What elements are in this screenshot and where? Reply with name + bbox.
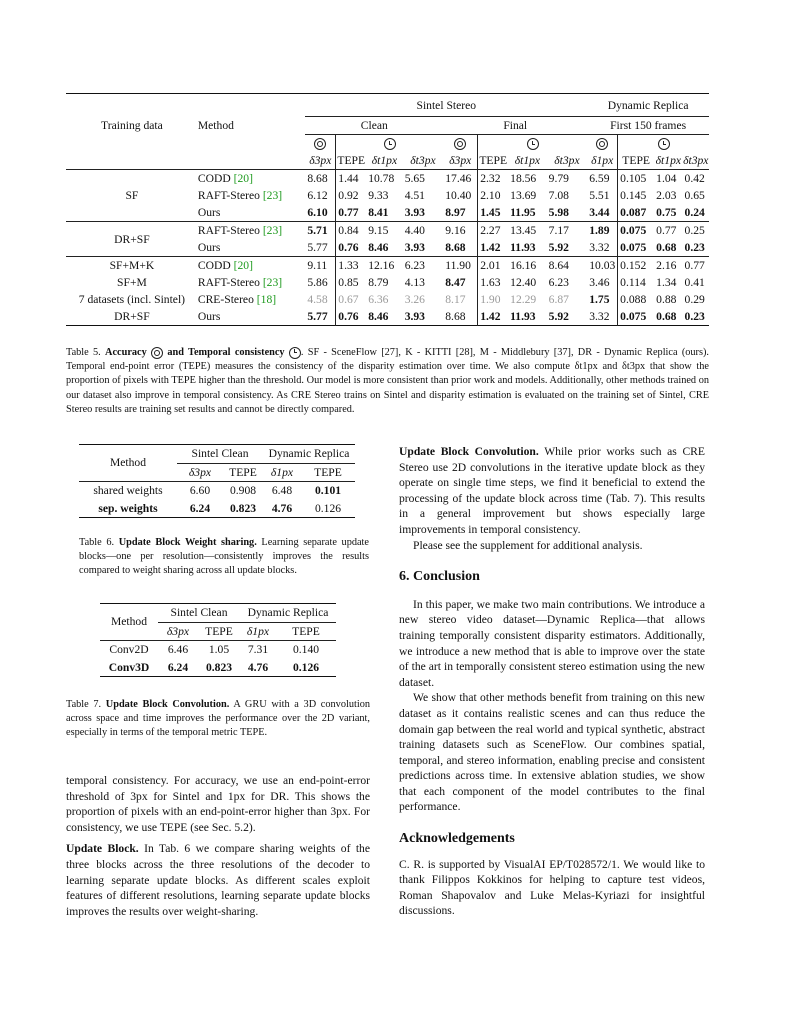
table-cell: 3.26 bbox=[404, 293, 425, 306]
table-cell: 3.93 bbox=[404, 241, 425, 254]
method-label: Ours bbox=[197, 310, 221, 323]
method-name bbox=[198, 308, 306, 326]
table-cell: 0.152 bbox=[618, 257, 655, 275]
table-row bbox=[66, 222, 709, 240]
table-cell: 1.04 bbox=[656, 172, 677, 185]
table-cell: 0.65 bbox=[684, 189, 705, 202]
table-cell: 4.76 bbox=[247, 660, 269, 674]
table-cell: 3.44 bbox=[589, 206, 610, 219]
table-cell: 0.84 bbox=[336, 222, 366, 240]
metric-t3: δt3px bbox=[683, 154, 709, 167]
table-cell: 4.58 bbox=[307, 293, 328, 306]
table-cell: 0.075 bbox=[618, 222, 655, 240]
method-label: CRE-Stereo bbox=[197, 293, 254, 306]
metric-tepe: TEPE bbox=[198, 622, 240, 641]
caption-bold: Update Block Convolution. bbox=[105, 699, 230, 710]
table-cell: 0.76 bbox=[336, 308, 366, 326]
table-cell: 6.23 bbox=[404, 259, 425, 272]
table-cell: 11.90 bbox=[445, 259, 471, 272]
training-data: DR+SF bbox=[114, 310, 150, 323]
table-cell: 4.51 bbox=[404, 189, 425, 202]
section-heading: Acknowledgements bbox=[399, 831, 515, 847]
table-cell: 8.47 bbox=[445, 276, 466, 289]
table-cell: 10.03 bbox=[589, 259, 616, 272]
target-icon bbox=[596, 138, 608, 150]
table-cell: 8.68 bbox=[445, 241, 466, 254]
header-method: Method bbox=[110, 615, 148, 629]
metric-tepe: TEPE bbox=[618, 152, 655, 170]
table-cell: 0.77 bbox=[684, 259, 705, 272]
metric-t1: δt1px bbox=[371, 154, 398, 167]
table-cell: 5.92 bbox=[548, 310, 569, 323]
table-cell: 4.76 bbox=[271, 501, 293, 515]
paragraph: temporal consistency. For accuracy, we use an end-point-error threshold of 3px for Sintel and 1px for DR. This shows the proportion of pixels with an end-point-error higher than 3px. For consistency, we use TEPE (see Sec. 5.2). bbox=[66, 774, 370, 834]
paragraph: While prior works such as CRE Stereo use 2D convolutions in the iterative update block as they operate on single time steps, we find it beneficial to extend the processing of the update block across time (Tab. 7). This results in a general improvement but shows especially large improvements in temporal consistency. bbox=[399, 445, 705, 536]
table-cell: 1.44 bbox=[336, 170, 366, 188]
table-cell: 0.42 bbox=[684, 172, 705, 185]
method-label: CODD bbox=[197, 259, 231, 272]
table-cell: 0.29 bbox=[684, 293, 705, 306]
section-heading: 6. Conclusion bbox=[399, 569, 480, 585]
table-cell: 0.126 bbox=[292, 660, 320, 674]
metric-d1: δ1px bbox=[263, 463, 301, 482]
row-label: Conv3D bbox=[108, 660, 150, 674]
table-cell: 6.48 bbox=[271, 484, 293, 497]
header-dynamic-replica: Dynamic Replica bbox=[268, 447, 350, 460]
table-cell: 12.16 bbox=[368, 259, 395, 272]
table-cell: 12.29 bbox=[510, 293, 537, 306]
metric-tepe: TEPE bbox=[276, 622, 336, 641]
table-cell: 8.46 bbox=[368, 310, 389, 323]
table-cell: 9.11 bbox=[307, 259, 328, 272]
table-cell: 8.68 bbox=[307, 172, 328, 185]
metric-tepe: TEPE bbox=[478, 152, 508, 170]
citation[interactable]: [18] bbox=[256, 293, 277, 306]
citation[interactable]: [20] bbox=[233, 259, 253, 272]
method-name bbox=[198, 239, 306, 257]
table-cell: 9.15 bbox=[368, 224, 389, 237]
method-label: Ours bbox=[197, 206, 221, 219]
table-cell: 1.45 bbox=[478, 204, 508, 222]
method-label: RAFT-Stereo bbox=[197, 276, 260, 289]
target-icon bbox=[151, 347, 163, 359]
training-data: SF+M+K bbox=[109, 259, 155, 272]
method-name bbox=[198, 222, 306, 240]
table-cell: 9.16 bbox=[445, 224, 466, 237]
training-data: 7 datasets (incl. Sintel) bbox=[78, 293, 186, 306]
table-cell: 8.64 bbox=[548, 259, 569, 272]
table-cell: 8.79 bbox=[368, 276, 389, 289]
metric-d1: δ1px bbox=[591, 154, 614, 167]
table-cell: 3.93 bbox=[404, 206, 425, 219]
paragraph-title: Update Block. bbox=[66, 842, 139, 856]
table-cell: 1.75 bbox=[589, 293, 610, 306]
table-cell: 0.126 bbox=[314, 501, 342, 515]
table-row bbox=[79, 500, 355, 518]
table-cell: 2.03 bbox=[656, 189, 677, 202]
target-icon bbox=[454, 138, 466, 150]
caption-bold: Accuracy bbox=[105, 347, 147, 358]
table-cell: 1.34 bbox=[656, 276, 677, 289]
table-cell: 4.13 bbox=[404, 276, 425, 289]
table-row bbox=[79, 482, 355, 500]
header-first150: First 150 frames bbox=[587, 117, 709, 135]
table-cell: 5.71 bbox=[307, 224, 328, 237]
citation[interactable]: [20] bbox=[233, 172, 253, 185]
training-data: SF bbox=[125, 189, 139, 202]
training-data: SF+M bbox=[117, 276, 147, 289]
paragraph: C. R. is supported by VisualAI EP/T028572/1. We would like to thank Filippos Kokkinos for helping to capture test videos, Roman Shapovalov and Luke Melas-Kyriazi for insightful discussions. bbox=[399, 857, 705, 918]
table-cell: 0.23 bbox=[684, 241, 705, 254]
table-cell: 9.33 bbox=[368, 189, 389, 202]
table-cell: 0.67 bbox=[336, 291, 366, 308]
clock-icon bbox=[384, 138, 396, 150]
table-6-caption bbox=[79, 536, 369, 579]
table-cell: 3.46 bbox=[589, 276, 610, 289]
table-cell: 8.17 bbox=[445, 293, 466, 306]
table-cell: 1.42 bbox=[478, 308, 508, 326]
table-cell: 6.23 bbox=[548, 276, 569, 289]
metric-t3: δt3px bbox=[410, 154, 436, 167]
table-row bbox=[100, 641, 336, 659]
table-row bbox=[66, 274, 709, 291]
table-cell: 5.65 bbox=[404, 172, 425, 185]
metric-d3: δ3px bbox=[309, 154, 332, 167]
table-cell: 6.24 bbox=[167, 660, 189, 674]
caption-label: Table 6. bbox=[79, 537, 115, 548]
training-data: DR+SF bbox=[114, 232, 150, 246]
table-cell: 4.40 bbox=[404, 224, 425, 237]
table-cell: 6.46 bbox=[167, 643, 189, 656]
left-column-text bbox=[66, 773, 370, 919]
table-cell: 2.16 bbox=[656, 259, 677, 272]
clock-icon bbox=[658, 138, 670, 150]
table-cell: 8.68 bbox=[445, 310, 466, 323]
method-label: RAFT-Stereo bbox=[197, 224, 260, 237]
table-cell: 0.145 bbox=[618, 187, 655, 204]
table-cell: 6.12 bbox=[307, 189, 328, 202]
paragraph: In this paper, we make two main contributions. We introduce a new stereo video dataset—Dynamic Replica—that allows training temporally consistent disparity estimators. Additionally, we introduce a new method that is able to improve over the state of the art in temporally consistent stereo estimation using the new dataset. bbox=[399, 597, 705, 689]
header-method: Method bbox=[109, 456, 147, 470]
table-cell: 0.76 bbox=[336, 239, 366, 257]
table-cell: 2.01 bbox=[478, 257, 508, 275]
table-cell: 0.41 bbox=[684, 276, 705, 289]
table-cell: 0.88 bbox=[656, 293, 677, 306]
table-cell: 0.075 bbox=[618, 239, 655, 257]
table-cell: 6.59 bbox=[589, 172, 610, 185]
table-cell: 10.40 bbox=[445, 189, 472, 202]
table-cell: 10.78 bbox=[368, 172, 395, 185]
paragraph: In Tab. 6 we compare sharing weights of the three blocks across the three resolutions of the decoder to learning separate update blocks. As different scales exploit features of different resolutions, learning separate update blocks improves the results over weight-sharing. bbox=[66, 842, 370, 918]
table-cell: 0.823 bbox=[205, 660, 233, 674]
table-cell: 0.101 bbox=[314, 484, 342, 497]
table-cell: 8.41 bbox=[368, 206, 389, 219]
table-7-caption bbox=[66, 698, 370, 741]
table-cell: 0.908 bbox=[229, 484, 257, 497]
table-cell: 18.56 bbox=[510, 172, 537, 185]
table-cell: 0.114 bbox=[618, 274, 655, 291]
table-cell: 7.08 bbox=[548, 189, 569, 202]
metric-d3: δ3px bbox=[158, 622, 198, 641]
metric-tepe: TEPE bbox=[336, 152, 366, 170]
row-label: Conv2D bbox=[109, 643, 149, 656]
header-sintel-clean: Sintel Clean bbox=[170, 606, 228, 619]
table-row bbox=[66, 257, 709, 275]
table-cell: 5.51 bbox=[589, 189, 610, 202]
metric-t1: δt1px bbox=[655, 154, 682, 167]
header-method: Method bbox=[197, 119, 234, 132]
table-cell: 0.140 bbox=[292, 643, 320, 656]
header-training-data: Training data bbox=[101, 119, 163, 132]
table-cell: 1.90 bbox=[478, 291, 508, 308]
method-name bbox=[198, 274, 306, 291]
caption-label: Table 7. bbox=[66, 699, 102, 710]
method-name bbox=[198, 257, 306, 275]
table-row bbox=[66, 291, 709, 308]
header-sintel-clean: Sintel Clean bbox=[191, 447, 249, 460]
table-cell: 7.17 bbox=[548, 224, 569, 237]
table-6 bbox=[79, 444, 355, 518]
metric-t3: δt3px bbox=[554, 154, 580, 167]
citation[interactable]: [23] bbox=[262, 189, 283, 202]
metric-d3: δ3px bbox=[449, 154, 472, 167]
table-cell: 16.16 bbox=[510, 259, 537, 272]
row-label: sep. weights bbox=[98, 501, 158, 515]
table-row bbox=[66, 308, 709, 326]
table-cell: 0.68 bbox=[656, 310, 677, 323]
table-cell: 0.77 bbox=[656, 224, 677, 237]
table-cell: 0.75 bbox=[656, 206, 677, 219]
table-cell: 6.60 bbox=[189, 484, 211, 497]
table-5-caption bbox=[66, 346, 709, 417]
table-cell: 0.92 bbox=[336, 187, 366, 204]
table-cell: 5.77 bbox=[307, 241, 328, 254]
table-cell: 13.45 bbox=[510, 224, 537, 237]
method-label: CODD bbox=[197, 172, 231, 185]
metric-d1: δ1px bbox=[240, 622, 276, 641]
paragraph: We show that other methods benefit from training on this new dataset as it contains realistic scenes and can thus reduce the domain gap between the real world and typical synthetic, abstract training datasets such as SceneFlow. Our combines spatial, temporal, and stereo information, enabling precise and consistent predictions across time. In extensive ablation studies, we show that each component of the model contributes to the final performance. bbox=[399, 691, 705, 814]
metric-tepe: TEPE bbox=[223, 463, 263, 482]
header-clean: Clean bbox=[305, 117, 443, 135]
table-cell: 5.92 bbox=[548, 241, 569, 254]
table-cell: 2.27 bbox=[478, 222, 508, 240]
table-cell: 0.85 bbox=[336, 274, 366, 291]
table-cell: 3.32 bbox=[589, 310, 610, 323]
caption-text: A GRU with a 3D convolution across space and time improves the performance over the 2D variant, especially in terms of the temporal metric TEPE. bbox=[66, 699, 370, 739]
table-cell: 8.46 bbox=[368, 241, 389, 254]
method-name bbox=[198, 187, 306, 204]
header-dynamic-replica: Dynamic Replica bbox=[247, 606, 329, 619]
table-cell: 0.075 bbox=[618, 308, 655, 326]
clock-icon bbox=[289, 347, 301, 359]
table-cell: 9.79 bbox=[548, 172, 569, 185]
metric-d3: δ3px bbox=[177, 463, 223, 482]
citation[interactable]: [23] bbox=[262, 276, 283, 289]
table-cell: 0.087 bbox=[618, 204, 655, 222]
table-cell: 1.63 bbox=[478, 274, 508, 291]
method-label: Ours bbox=[197, 241, 221, 254]
table-cell: 8.97 bbox=[445, 206, 466, 219]
table-cell: 11.93 bbox=[510, 310, 536, 323]
table-cell: 6.36 bbox=[368, 293, 389, 306]
table-cell: 5.77 bbox=[307, 310, 328, 323]
table-cell: 13.69 bbox=[510, 189, 537, 202]
table-cell: 11.95 bbox=[510, 206, 536, 219]
table-cell: 5.98 bbox=[548, 206, 569, 219]
table-cell: 6.24 bbox=[189, 501, 211, 515]
caption-text: Learning separate update blocks—one per resolution—consistently improves the results compared to weight sharing across all update blocks. bbox=[79, 537, 369, 577]
target-icon bbox=[314, 138, 326, 150]
row-label: shared weights bbox=[93, 484, 163, 497]
table-cell: 6.87 bbox=[548, 293, 569, 306]
method-name bbox=[198, 291, 306, 308]
paragraph-title: Update Block Convolution. bbox=[399, 445, 539, 458]
table-cell: 1.05 bbox=[208, 643, 230, 656]
table-cell: 0.68 bbox=[656, 241, 677, 254]
header-sintel-stereo: Sintel Stereo bbox=[416, 98, 477, 112]
table-cell: 17.46 bbox=[445, 172, 472, 185]
paragraph: Please see the supplement for additional analysis. bbox=[413, 538, 643, 552]
table-cell: 1.42 bbox=[478, 239, 508, 257]
table-cell: 3.32 bbox=[589, 241, 610, 254]
citation[interactable]: [23] bbox=[262, 224, 283, 237]
table-cell: 0.105 bbox=[618, 170, 655, 188]
table-cell: 7.31 bbox=[247, 643, 269, 656]
caption-bold: Update Block Weight sharing. bbox=[118, 537, 257, 548]
table-cell: 11.93 bbox=[510, 241, 536, 254]
caption-bold: and Temporal consistency bbox=[167, 347, 285, 358]
table-cell: 5.86 bbox=[307, 276, 328, 289]
metric-t1: δt1px bbox=[514, 154, 541, 167]
table-row bbox=[66, 170, 709, 188]
table-cell: 2.10 bbox=[478, 187, 508, 204]
table-cell: 0.77 bbox=[336, 204, 366, 222]
table-cell: 0.25 bbox=[684, 224, 705, 237]
table-cell: 0.823 bbox=[229, 501, 257, 515]
table-cell: 2.32 bbox=[478, 170, 508, 188]
caption-label: Table 5. bbox=[66, 347, 101, 358]
metric-tepe: TEPE bbox=[301, 463, 355, 482]
table-cell: 0.23 bbox=[684, 310, 705, 323]
table-row bbox=[100, 659, 336, 677]
header-dynamic-replica: Dynamic Replica bbox=[607, 98, 689, 112]
right-column-text bbox=[399, 444, 705, 919]
table-cell: 3.93 bbox=[404, 310, 425, 323]
table-5 bbox=[66, 93, 709, 326]
method-label: RAFT-Stereo bbox=[197, 189, 260, 202]
caption-text: . SF - SceneFlow [27], K - KITTI [28], M - Middlebury [37], DR - Dynamic Replica (ours). Temporal end-point error (TEPE) measures the consistency of the disparity estimation over time. We also compute δt1px and δt3px that show the proportion of pixels with TEPE higher than the threshold. Our model is more consistent than prior work and models. Additionally, other methods trained on our dataset also improve in temporal consistency. As CRE Stereo trains on Sintel and disparity estimation is evaluated on the training set of Sintel, CRE Stereo results are training set results and cannot be directly compared. bbox=[66, 347, 710, 415]
table-cell: 0.088 bbox=[618, 291, 655, 308]
method-name bbox=[198, 170, 306, 188]
table-cell: 12.40 bbox=[510, 276, 537, 289]
table-cell: 0.24 bbox=[684, 206, 705, 219]
clock-icon bbox=[527, 138, 539, 150]
table-cell: 1.33 bbox=[336, 257, 366, 275]
header-final: Final bbox=[443, 117, 587, 135]
table-cell: 1.89 bbox=[589, 224, 610, 237]
table-cell: 6.10 bbox=[307, 206, 328, 219]
table-7 bbox=[100, 603, 336, 677]
method-name bbox=[198, 204, 306, 222]
